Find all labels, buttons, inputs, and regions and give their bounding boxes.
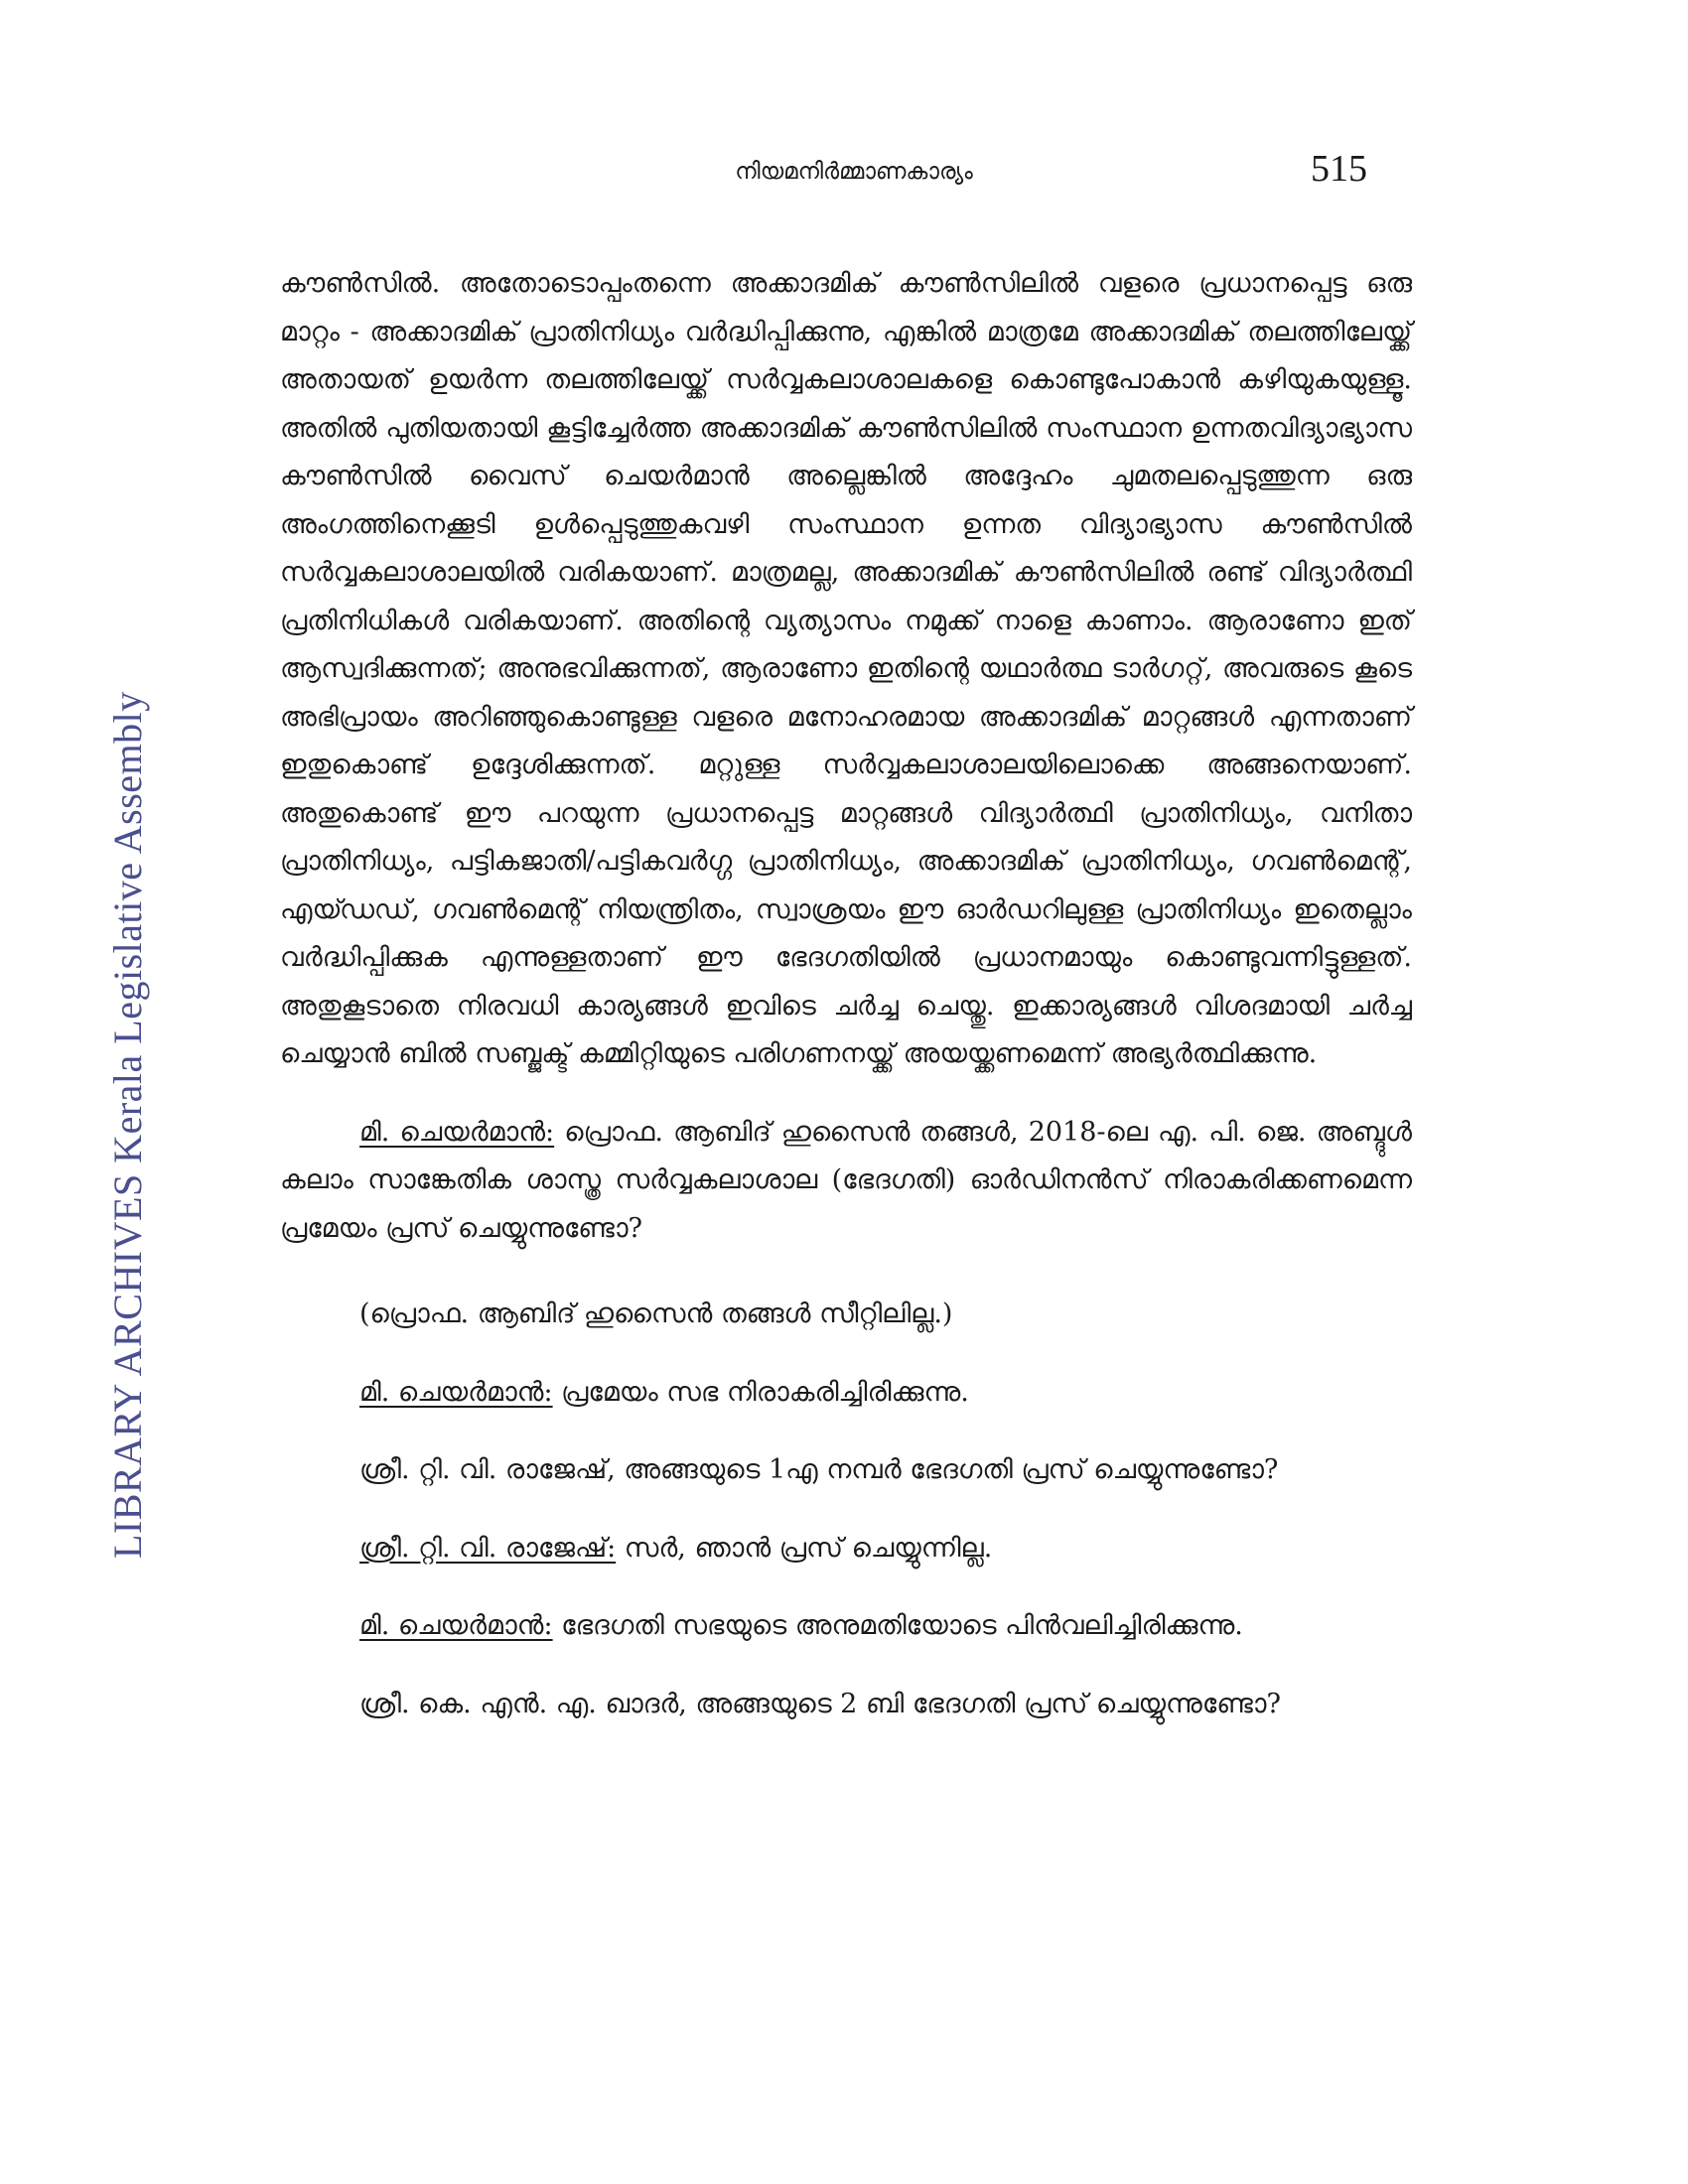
speaker-name: മി. ചെയർമാൻ: xyxy=(359,1116,555,1148)
page-body xyxy=(280,260,1412,1728)
speaker-name: ശ്രീ. റ്റി. വി. രാജേഷ്: xyxy=(359,1532,617,1564)
amendment-question-2b: ശ്രീ. കെ. എൻ. എ. ഖാദർ, അങ്ങയുടെ 2 ബി ഭേദഗതി പ്രസ് ചെയ്യുന്നുണ്ടോ? xyxy=(359,1688,1281,1719)
procedural-note: (പ്രൊഫ. ആബിദ് ഹുസൈൻ തങ്ങൾ സീറ്റിലില്ല.) xyxy=(359,1298,953,1329)
statement-text: ഭേദഗതി സഭയുടെ അനുമതിയോടെ പിൻവലിച്ചിരിക്കുന്നു. xyxy=(552,1610,1243,1641)
chair-statement-motion xyxy=(280,1109,1412,1254)
chair-statement-withdrawn xyxy=(280,1602,1412,1651)
speaker-name: മി. ചെയർമാൻ: xyxy=(359,1376,553,1408)
amendment-question-1a: ശ്രീ. റ്റി. വി. രാജേഷ്, അങ്ങയുടെ 1എ നമ്പർ ഭേദഗതി പ്രസ് ചെയ്യുന്നുണ്ടോ? xyxy=(359,1454,1279,1485)
running-header-title: നിയമനിർമ്മാണകാര്യം xyxy=(735,159,973,185)
archive-watermark: LIBRARY ARCHIVES Kerala Legislative Assembly xyxy=(105,691,150,1559)
speaker-name: മി. ചെയർമാൻ: xyxy=(359,1610,553,1641)
chair-statement-rejected xyxy=(280,1369,1412,1418)
member-reply xyxy=(280,1525,1412,1573)
speech-paragraph: കൗൺസിൽ. അതോടൊപ്പംതന്നെ അക്കാദമിക് കൗൺസിലിൽ വളരെ പ്രധാനപ്പെട്ട ഒരു മാറ്റം - അക്കാദമിക് പ്രാതിനിധ്യം വർദ്ധിപ്പിക്കുന്നു, എങ്കിൽ മാത്രമേ അക്കാദമിക് തലത്തിലേയ്ക്ക് അതായത് ഉയർന്ന തലത്തിലേയ്ക്ക് സർവ്വകലാശാലകളെ കൊണ്ടുപോകാൻ കഴിയുകയുള്ളൂ. അതിൽ പുതിയതായി കൂട്ടിച്ചേർത്ത അക്കാദമിക് കൗൺസിലിൽ സംസ്ഥാന ഉന്നതവിദ്യാഭ്യാസ കൗൺസിൽ വൈസ് ചെയർമാൻ അല്ലെങ്കിൽ അദ്ദേഹം ചുമതലപ്പെടുത്തുന്ന ഒരു അംഗത്തിനെക്കൂടി ഉൾപ്പെടുത്തുകവഴി സംസ്ഥാന ഉന്നത വിദ്യാഭ്യാസ കൗൺസിൽ സർവ്വകലാശാലയിൽ വരികയാണ്. മാത്രമല്ല, അക്കാദമിക് കൗൺസിലിൽ രണ്ട് വിദ്യാർത്ഥി പ്രതിനിധികൾ വരികയാണ്. അതിന്റെ വ്യത്യാസം നമുക്ക് നാളെ കാണാം. ആരാണോ ഇത് ആസ്വദിക്കുന്നത്; അനുഭവിക്കുന്നത്, ആരാണോ ഇതിന്റെ യഥാർത്ഥ ടാർഗറ്റ്, അവരുടെ കൂടെ അഭിപ്രായം അറിഞ്ഞുകൊണ്ടുള്ള വളരെ മനോഹരമായ അക്കാദമിക് മാറ്റങ്ങൾ എന്നതാണ് ഇതുകൊണ്ട് ഉദ്ദേശിക്കുന്നത്. മറ്റുള്ള സർവ്വകലാശാലയിലൊക്കെ അങ്ങനെയാണ്. അതുകൊണ്ട് ഈ പറയുന്ന പ്രധാനപ്പെട്ട മാറ്റങ്ങൾ വിദ്യാർത്ഥി പ്രാതിനിധ്യം, വനിതാ പ്രാതിനിധ്യം, പട്ടികജാതി/പട്ടികവർഗ്ഗ പ്രാതിനിധ്യം, അക്കാദമിക് പ്രാതിനിധ്യം, ഗവൺമെന്റ്, എയ്ഡഡ്, ഗവൺമെന്റ് നിയന്ത്രിതം, സ്വാശ്രയം ഈ ഓർഡറിലുള്ള പ്രാതിനിധ്യം ഇതെല്ലാം വർദ്ധിപ്പിക്കുക എന്നുള്ളതാണ് ഈ ഭേദഗതിയിൽ പ്രധാനമായും കൊണ്ടുവന്നിട്ടുള്ളത്. അതുകൂടാതെ നിരവധി കാര്യങ്ങൾ ഇവിടെ ചർച്ച ചെയ്തു. ഇക്കാര്യങ്ങൾ വിശദമായി ചർച്ച ചെയ്യാൻ ബിൽ സബ്ജക്ട് കമ്മിറ്റിയുടെ പരിഗണനയ്ക്ക് അയയ്ക്കണമെന്ന് അഭ്യർത്ഥിക്കുന്നു. xyxy=(280,268,1412,1069)
page-number: 515 xyxy=(1311,148,1367,190)
statement-text: പ്രൊഫ. ആബിദ് ഹുസൈൻ തങ്ങൾ, 2018-ലെ എ. പി. ജെ. അബ്ദുൾ കലാം സാങ്കേതിക ശാസ്ത്ര സർവ്വകലാശാല (ഭേദഗതി) ഓർഡിനൻസ് നിരാകരിക്കണമെന്ന പ്രമേയം പ്രസ് ചെയ്യുന്നുണ്ടോ? xyxy=(280,1116,1412,1244)
statement-text: സർ, ഞാൻ പ്രസ് ചെയ്യുന്നില്ല. xyxy=(616,1532,993,1564)
statement-text: പ്രമേയം സഭ നിരാകരിച്ചിരിക്കുന്നു. xyxy=(552,1376,969,1408)
